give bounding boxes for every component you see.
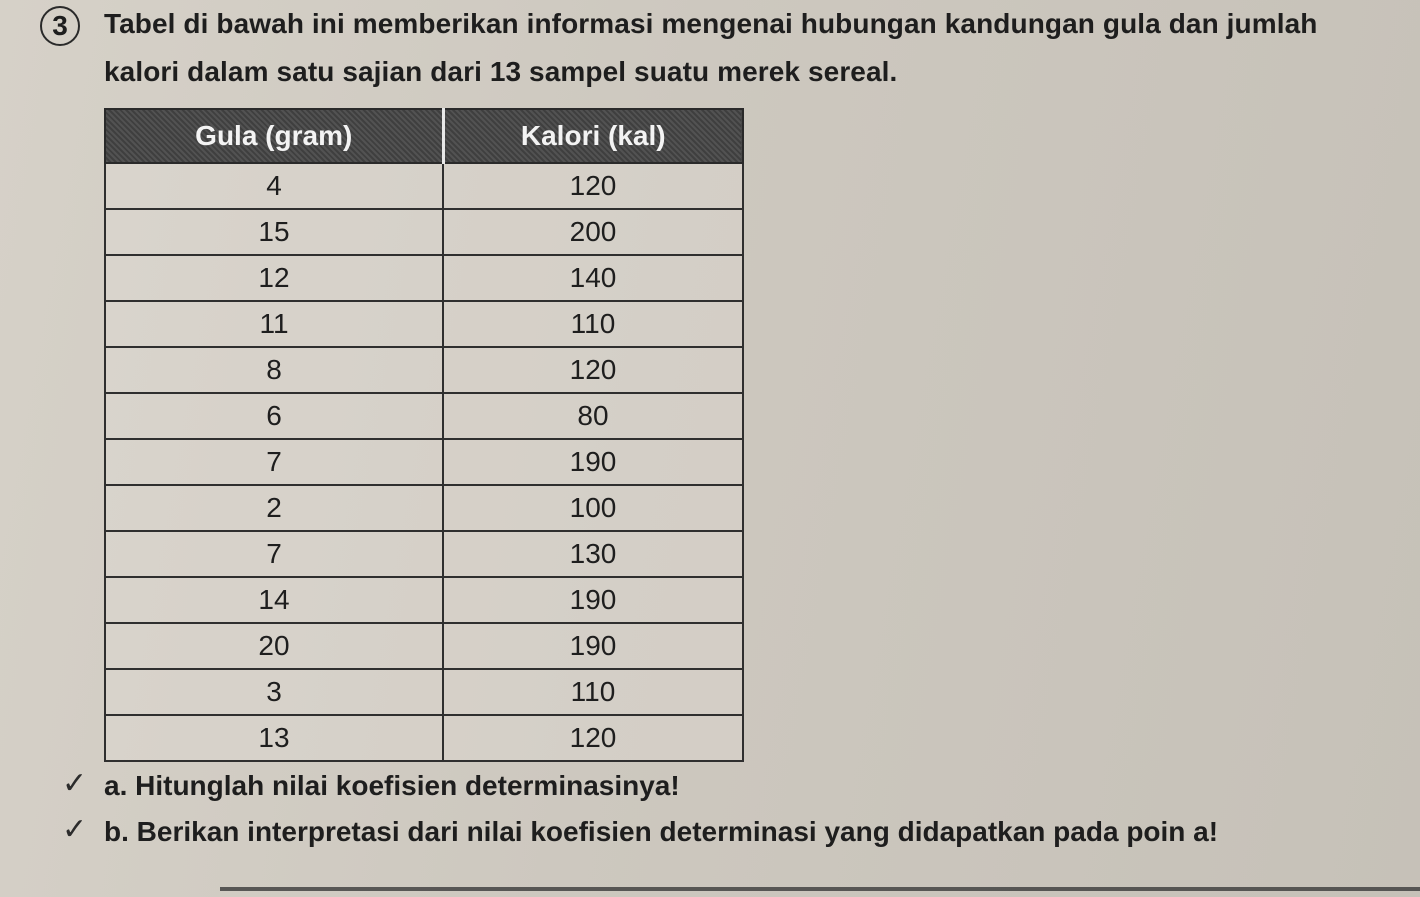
sugar-cell: 2 bbox=[105, 485, 443, 531]
calorie-cell: 110 bbox=[443, 301, 743, 347]
bottom-divider bbox=[220, 887, 1420, 891]
sugar-cell: 13 bbox=[105, 715, 443, 761]
calorie-cell: 200 bbox=[443, 209, 743, 255]
header-sugar: Gula (gram) bbox=[105, 109, 443, 163]
sugar-cell: 20 bbox=[105, 623, 443, 669]
table-row bbox=[105, 393, 743, 439]
sugar-cell: 4 bbox=[105, 163, 443, 209]
calorie-cell: 190 bbox=[443, 577, 743, 623]
sugar-cell: 14 bbox=[105, 577, 443, 623]
table-row bbox=[105, 439, 743, 485]
table-row bbox=[105, 163, 743, 209]
calorie-cell: 190 bbox=[443, 623, 743, 669]
table-row bbox=[105, 255, 743, 301]
sugar-cell: 7 bbox=[105, 439, 443, 485]
question-number: 3 bbox=[52, 10, 68, 41]
sugar-cell: 6 bbox=[105, 393, 443, 439]
table-row bbox=[105, 623, 743, 669]
calorie-cell: 80 bbox=[443, 393, 743, 439]
calorie-cell: 100 bbox=[443, 485, 743, 531]
calorie-cell: 140 bbox=[443, 255, 743, 301]
sugar-calorie-table bbox=[104, 108, 744, 762]
question-b: b. Berikan interpretasi dari nilai koefisien determinasi yang didapatkan pada poin a! bbox=[104, 816, 1219, 847]
calorie-cell: 120 bbox=[443, 347, 743, 393]
sugar-cell: 7 bbox=[105, 531, 443, 577]
table-row bbox=[105, 577, 743, 623]
sugar-cell: 11 bbox=[105, 301, 443, 347]
calorie-cell: 120 bbox=[443, 163, 743, 209]
table-row bbox=[105, 485, 743, 531]
table-row bbox=[105, 301, 743, 347]
table-row bbox=[105, 347, 743, 393]
sugar-cell: 15 bbox=[105, 209, 443, 255]
intro-text-line-1: Tabel di bawah ini memberikan informasi mengenai hubungan kandungan gula dan jumlah bbox=[104, 8, 1318, 39]
calorie-cell: 110 bbox=[443, 669, 743, 715]
checkmark-a-icon: ✓ bbox=[62, 767, 88, 800]
table-row bbox=[105, 715, 743, 761]
question-a: a. Hitunglah nilai koefisien determinasinya! bbox=[104, 770, 680, 801]
calorie-cell: 130 bbox=[443, 531, 743, 577]
question-number-circle bbox=[40, 6, 80, 46]
sugar-cell: 12 bbox=[105, 255, 443, 301]
sugar-cell: 3 bbox=[105, 669, 443, 715]
sugar-cell: 8 bbox=[105, 347, 443, 393]
table-row bbox=[105, 669, 743, 715]
checkmark-b-icon: ✓ bbox=[62, 813, 88, 846]
intro-text-line-2: kalori dalam satu sajian dari 13 sampel suatu merek sereal. bbox=[104, 56, 898, 87]
table-header-row bbox=[105, 109, 743, 163]
table-row bbox=[105, 531, 743, 577]
table-row bbox=[105, 209, 743, 255]
calorie-cell: 120 bbox=[443, 715, 743, 761]
calorie-cell: 190 bbox=[443, 439, 743, 485]
header-calories: Kalori (kal) bbox=[443, 109, 743, 163]
